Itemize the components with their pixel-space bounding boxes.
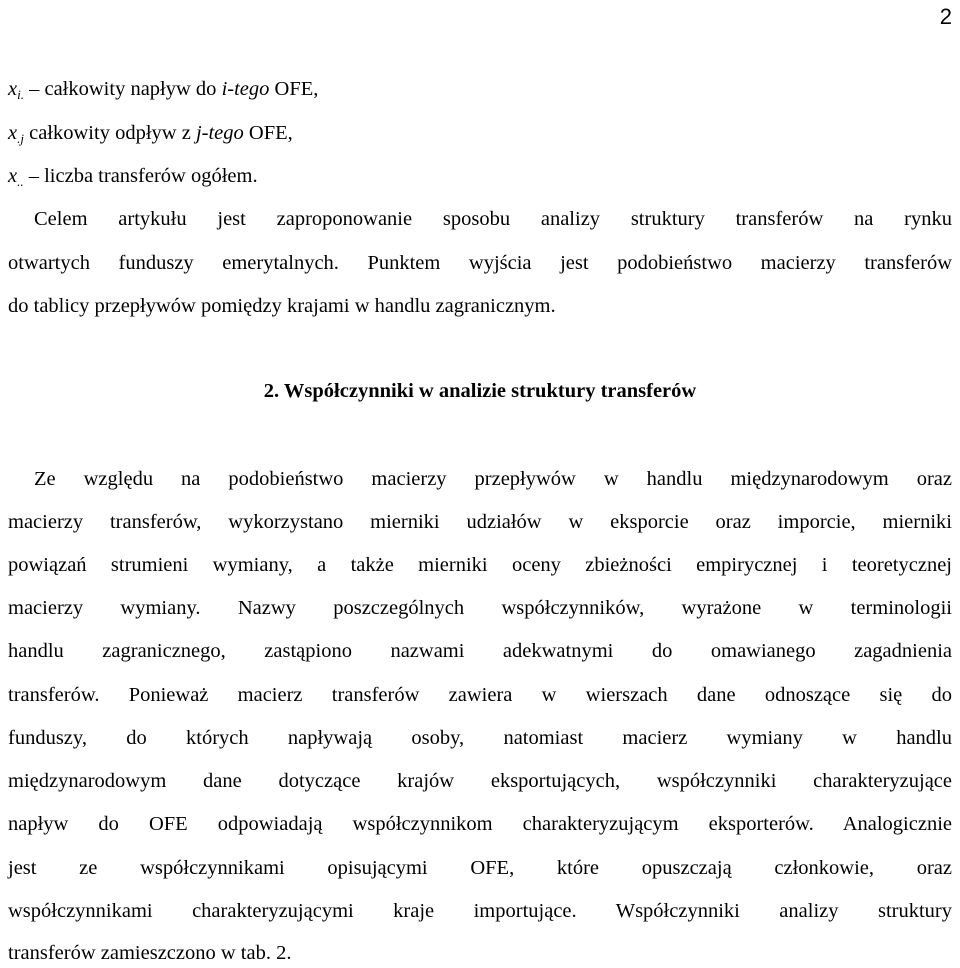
symbol: x [8, 78, 18, 100]
definition-text: całkowity odpływ z [29, 122, 196, 144]
definition-text: OFE, [243, 122, 293, 144]
symbol: x [8, 122, 18, 144]
body-line: transferów zamieszczono w tab. 2. [8, 942, 292, 964]
section-heading [0, 380, 960, 403]
definition-line [8, 165, 258, 188]
symbol: x [8, 165, 18, 187]
definition-text: OFE, [269, 78, 319, 100]
body-line: transferów. Ponieważ macierz transferów zawiera w wierszach dane odnoszące się do [8, 684, 952, 706]
body-line: jest ze współczynnikami opisującymi OFE, które opuszczają członkowie, oraz [8, 857, 952, 879]
subscript: i. [17, 87, 24, 102]
body-line: Ze względu na podobieństwo macierzy przepływów w handlu międzynarodowym oraz [34, 468, 952, 490]
definition-italic: i-tego [221, 78, 270, 100]
intro-line: Celem artykułu jest zaproponowanie sposobu analizy struktury transferów na rynku [34, 208, 952, 230]
body-line: napływ do OFE odpowiadają współczynnikom charakteryzującym eksporterów. Analogicznie [8, 813, 952, 835]
dash: – [23, 165, 45, 187]
definition-italic: j-tego [195, 122, 244, 144]
dash: – [23, 78, 45, 100]
intro-line: otwartych funduszy emerytalnych. Punktem wyjścia jest podobieństwo macierzy transferów [8, 252, 952, 274]
body-line: funduszy, do których napływają osoby, natomiast macierz wymiany w handlu [8, 727, 952, 749]
body-line: współczynnikami charakteryzującymi kraje importujące. Współczynniki analizy struktury [8, 900, 952, 922]
definition-line [8, 122, 293, 145]
subscript: .. [17, 174, 24, 189]
definition-text: całkowity napływ do [44, 78, 222, 100]
intro-line: do tablicy przepływów pomiędzy krajami w handlu zagranicznym. [8, 295, 556, 317]
body-line: powiązań strumieni wymiany, a także mierniki oceny zbieżności empirycznej i teoretycznej [8, 554, 952, 576]
body-line: międzynarodowym dane dotyczące krajów eksportujących, współczynniki charakteryzujące [8, 770, 952, 792]
section-heading-text: 2. Współczynniki w analizie struktury transferów [263, 380, 697, 402]
definition-text: liczba transferów ogółem. [44, 165, 258, 187]
body-line: macierzy transferów, wykorzystano mierniki udziałów w eksporcie oraz imporcie, mierniki [8, 511, 952, 533]
body-line: macierzy wymiany. Nazwy poszczególnych współczynników, wyrażone w terminologii [8, 597, 952, 619]
page-number: 2 [939, 4, 952, 29]
subscript: .j [17, 131, 24, 146]
definition-line [8, 78, 318, 101]
body-line: handlu zagranicznego, zastąpiono nazwami adekwatnymi do omawianego zagadnienia [8, 640, 952, 662]
